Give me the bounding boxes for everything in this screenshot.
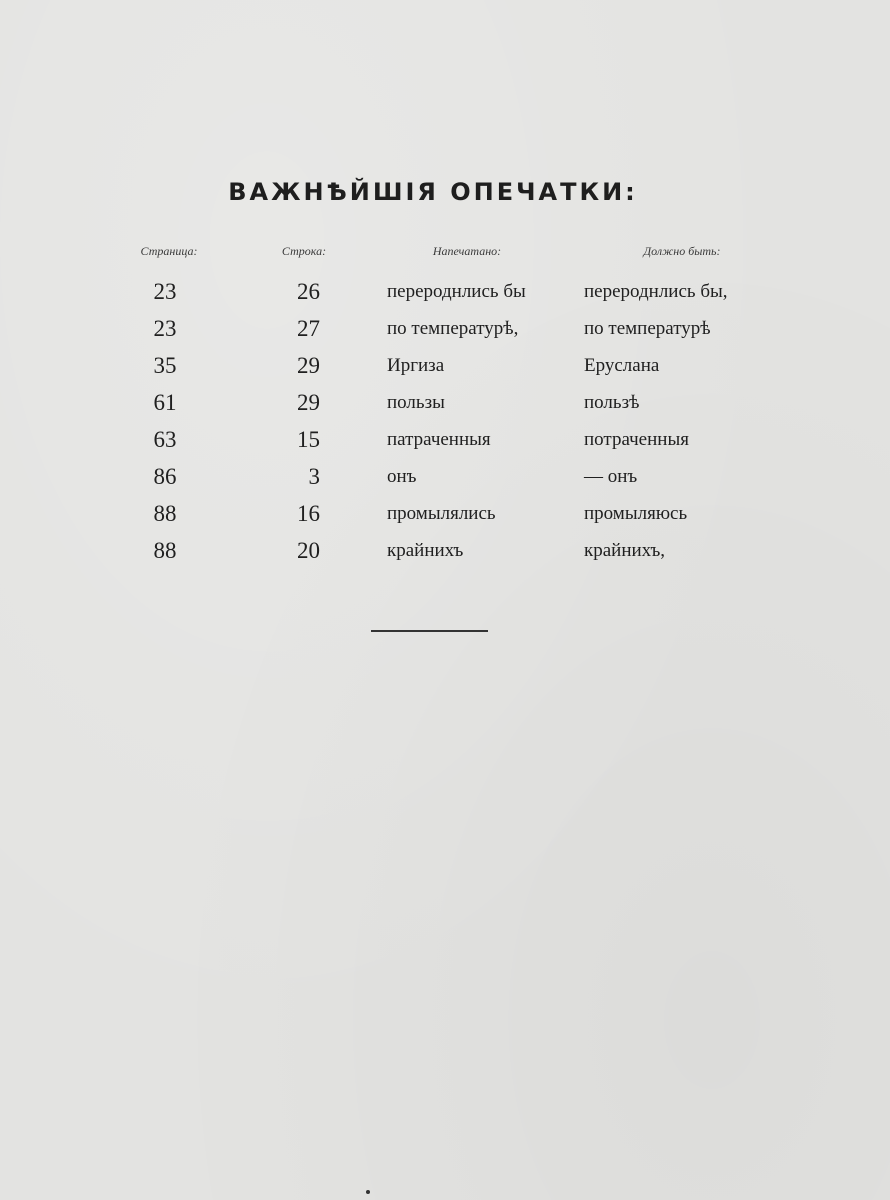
table-row bbox=[0, 279, 890, 316]
cell-line: 26 bbox=[297, 279, 320, 304]
table-row bbox=[0, 538, 890, 575]
cell-printed: патраченныя bbox=[387, 429, 491, 450]
header-printed: Напечатано: bbox=[432, 244, 502, 258]
section-divider bbox=[371, 630, 488, 632]
table-row bbox=[0, 427, 890, 464]
header-page: Страница: bbox=[140, 244, 198, 258]
cell-correct: крайнихъ, bbox=[584, 540, 666, 561]
table-row bbox=[0, 316, 890, 353]
ink-dot bbox=[366, 1190, 370, 1194]
cell-line: 3 bbox=[308, 464, 320, 489]
cell-line: 16 bbox=[297, 501, 320, 526]
cell-correct: пользѣ bbox=[584, 392, 640, 413]
cell-correct: Еруслана bbox=[584, 355, 660, 376]
cell-correct: по температурѣ bbox=[584, 318, 711, 339]
table-row bbox=[0, 390, 890, 427]
cell-printed: крайнихъ bbox=[387, 540, 464, 561]
cell-page: 35 bbox=[153, 353, 177, 378]
table-row bbox=[0, 353, 890, 390]
cell-printed: по температурѣ, bbox=[387, 318, 519, 339]
cell-correct: — онъ bbox=[584, 466, 638, 487]
page-title: ВАЖНѢЙШІЯ ОПЕЧАТКИ: bbox=[228, 178, 638, 206]
cell-line: 29 bbox=[297, 353, 320, 378]
cell-line: 27 bbox=[297, 316, 320, 341]
cell-line: 15 bbox=[297, 427, 320, 452]
cell-printed: Иргиза bbox=[387, 355, 445, 376]
cell-correct: перероднлись бы, bbox=[584, 281, 728, 302]
cell-page: 88 bbox=[153, 501, 177, 526]
cell-page: 23 bbox=[153, 316, 177, 341]
cell-line: 29 bbox=[297, 390, 320, 415]
table-row bbox=[0, 464, 890, 501]
cell-printed: промылялись bbox=[387, 503, 496, 524]
table-row bbox=[0, 501, 890, 538]
cell-page: 61 bbox=[153, 390, 177, 415]
cell-printed: пользы bbox=[387, 392, 445, 413]
header-correct: Должно быть: bbox=[643, 244, 721, 258]
cell-line: 20 bbox=[297, 538, 320, 563]
cell-page: 63 bbox=[153, 427, 177, 452]
cell-printed: онъ bbox=[387, 466, 417, 487]
cell-correct: промыляюсь bbox=[584, 503, 688, 524]
cell-page: 88 bbox=[153, 538, 177, 563]
cell-printed: перероднлись бы bbox=[387, 281, 526, 302]
cell-page: 86 bbox=[153, 464, 177, 489]
header-line: Строка: bbox=[281, 244, 327, 258]
cell-page: 23 bbox=[153, 279, 177, 304]
cell-correct: потраченныя bbox=[584, 429, 689, 450]
